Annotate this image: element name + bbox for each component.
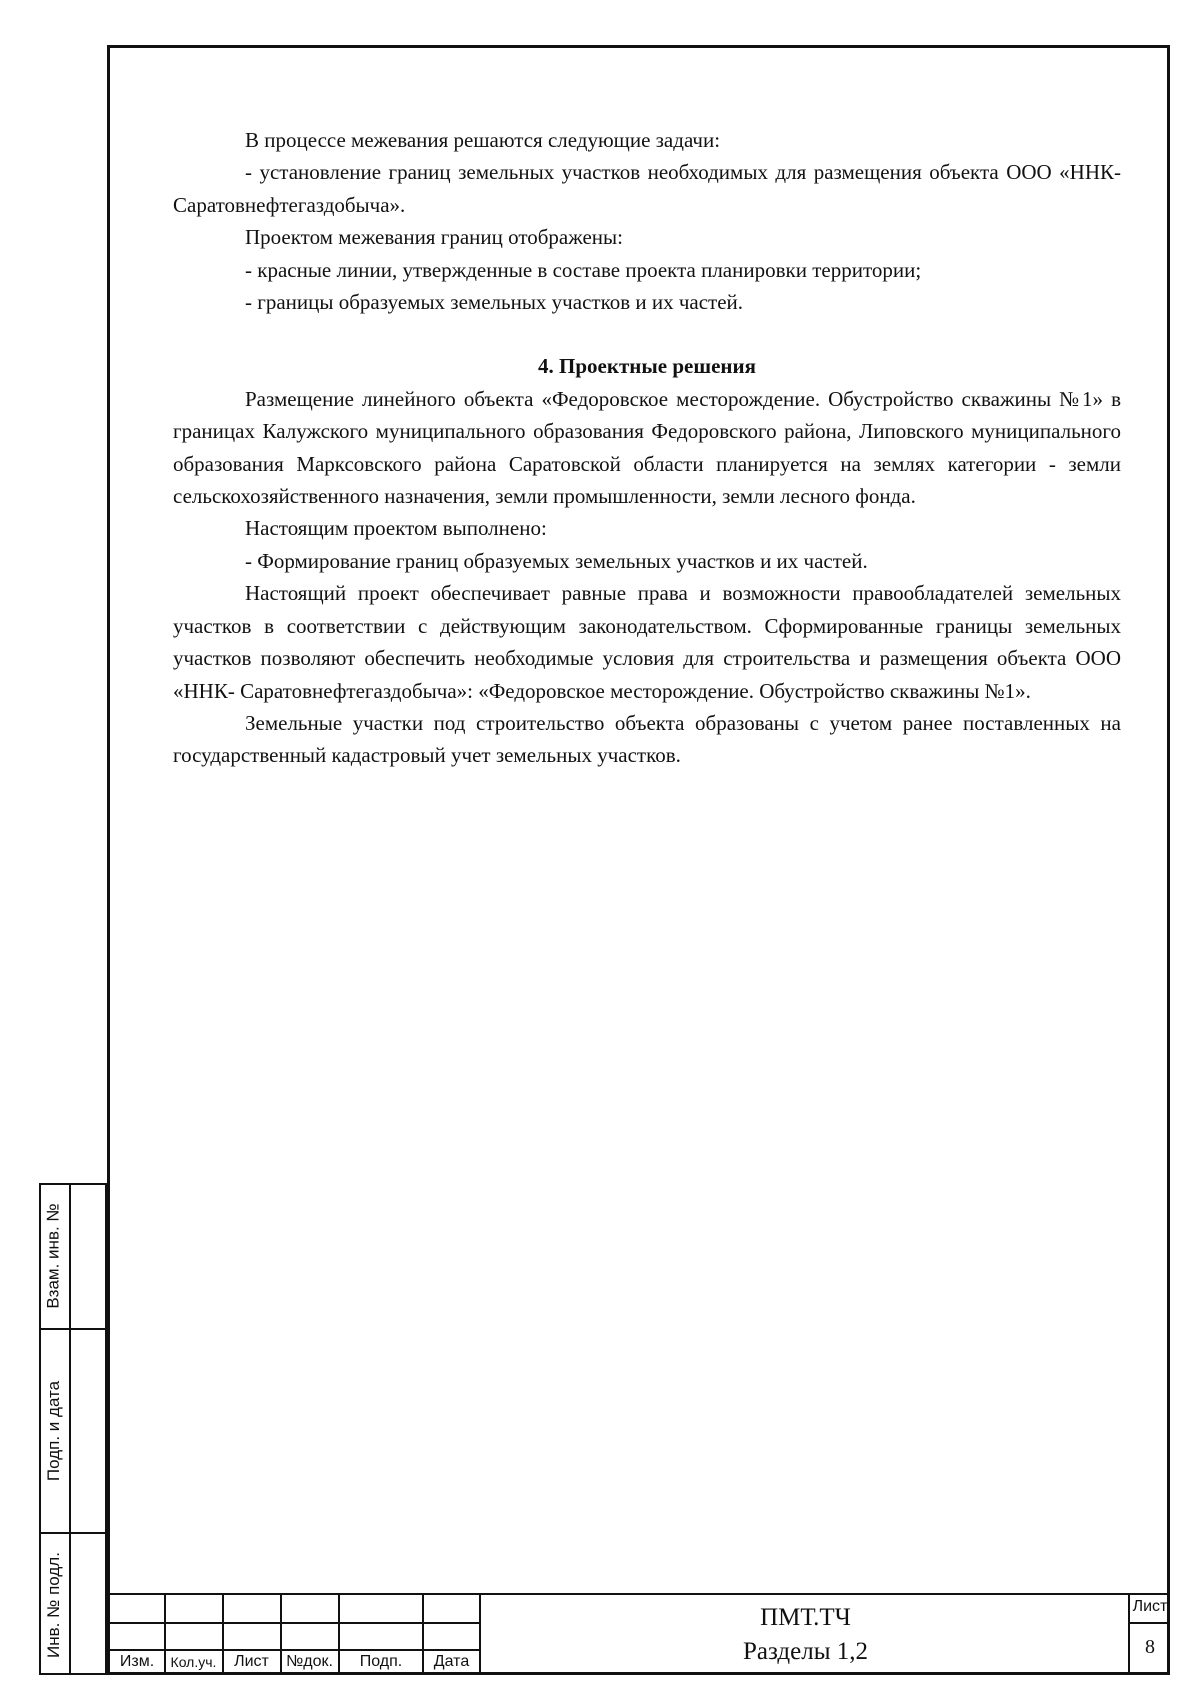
- paragraph: - границы образуемых земельных участков и их частей.: [245, 290, 744, 315]
- vzam-inv-text: Взам. инв. №: [44, 1202, 64, 1309]
- section-heading: 4. Проектные решения: [538, 354, 756, 379]
- side-strip-divider: [69, 1183, 71, 1675]
- podp-data-label: [39, 1330, 69, 1532]
- stamp-ndok: №док.: [286, 1653, 333, 1670]
- stamp-line: [1130, 1622, 1170, 1624]
- document-subtitle: Разделы 1,2: [742, 1638, 868, 1665]
- stamp-podp: Подп.: [359, 1653, 403, 1670]
- stamp-list: Лист: [234, 1653, 269, 1670]
- stamp-line: [107, 1593, 1170, 1595]
- paragraph: Настоящий проект обеспечивает равные права и возможности правообладателей земельных участков в соответствии с действующим законодательством. Сформированные границы земельных участков позволяют обеспечить необходимые условия для строительства и размещения объекта ООО «ННК- Саратовнефтегаздобыча»: «Федоровское месторождение. Обустройство скважины №1».: [173, 581, 1121, 703]
- document-code: ПМТ.ТЧ: [760, 1604, 851, 1631]
- title-block: [107, 1593, 1170, 1675]
- vzam-inv-label: [39, 1183, 69, 1328]
- stamp-kol-uch: Кол.уч.: [170, 1654, 217, 1670]
- inv-podl-label: [39, 1534, 69, 1675]
- paragraph: Проектом межевания границ отображены:: [245, 225, 623, 250]
- paragraph: Настоящим проектом выполнено:: [245, 516, 547, 541]
- paragraph: В процессе межевания решаются следующие задачи:: [245, 128, 721, 152]
- stamp-izm: Изм.: [119, 1653, 155, 1670]
- paragraph: Размещение линейного объекта «Федоровское месторождение. Обустройство скважины №1» в границах Калужского муниципального образования Федоровского района, Липовского муниципального образования Марксовского района Саратовской области планируется на землях категории - земли сельскохозяйственного назначения, земли промышленности, земли лесного фонда.: [173, 386, 1121, 509]
- sheet-label: Лист: [1132, 1598, 1168, 1615]
- paragraph: Земельные участки под строительство объекта образованы с учетом ранее поставленных на государственный кадастровый учет земельных участков.: [173, 710, 1121, 768]
- stamp-data: Дата: [433, 1653, 470, 1670]
- document-body: [173, 124, 1121, 772]
- podp-data-text: Подп. и дата: [44, 1380, 64, 1482]
- side-stamp-strip: [39, 1183, 107, 1675]
- inv-podl-text: Инв. № подл.: [44, 1551, 63, 1658]
- paragraph: - Формирование границ образуемых земельных участков и их частей.: [245, 548, 868, 573]
- paragraph: - установление границ земельных участков необходимых для размещения объекта ООО «ННК-Саратовнефтегаздобыча».: [173, 160, 1121, 217]
- sheet-number: 8: [1145, 1636, 1155, 1658]
- paragraph: - красные линии, утвержденные в составе проекта планировки территории;: [245, 257, 922, 282]
